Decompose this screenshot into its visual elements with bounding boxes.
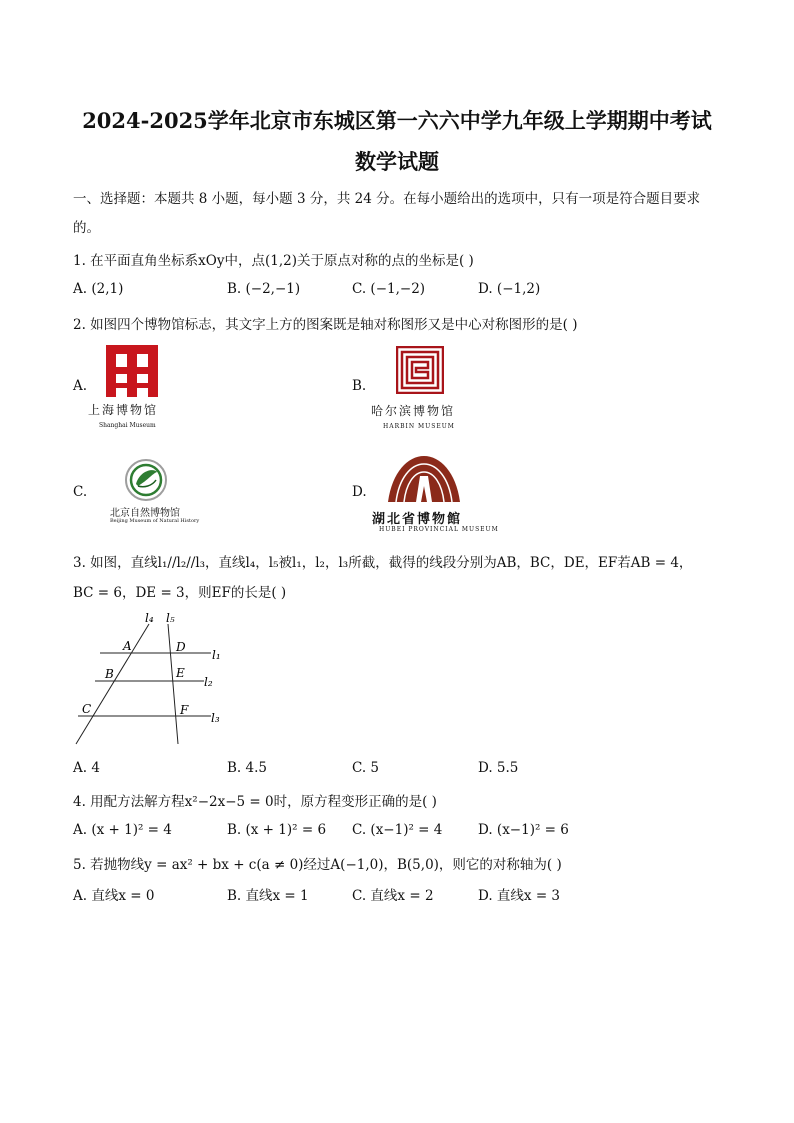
- harbin-museum-emblem-icon: [396, 346, 444, 394]
- question-4-option-a[interactable]: A. (x + 1)² = 4: [73, 822, 172, 838]
- label-l3: l₃: [211, 711, 220, 725]
- question-5-option-b[interactable]: B. 直线x = 1: [227, 888, 309, 904]
- hubei-museum-emblem-icon: [386, 452, 462, 504]
- shanghai-museum-logo: [106, 345, 158, 401]
- exam-subtitle: 数学试题: [355, 149, 439, 174]
- question-2-option-d-label[interactable]: D.: [352, 484, 367, 500]
- hubei-museum-name: 湖北省博物館: [372, 512, 463, 527]
- question-3-option-c[interactable]: C. 5: [352, 760, 380, 776]
- question-1-option-d[interactable]: D. (−1,2): [478, 281, 541, 297]
- point-e-label: E: [176, 666, 185, 680]
- question-2-option-b-label[interactable]: B.: [352, 378, 367, 394]
- hubei-museum-sub: HUBEI PROVINCIAL MUSEUM: [379, 526, 499, 533]
- question-2-option-c-label[interactable]: C.: [73, 484, 88, 500]
- label-l1: l₁: [212, 648, 221, 662]
- parallel-lines-figure: [70, 606, 240, 752]
- question-1-stem: 1. 在平面直角坐标系xOy中，点(1,2)关于原点对称的点的坐标是( ): [73, 253, 474, 269]
- question-1-option-a[interactable]: A. (2,1): [73, 281, 124, 297]
- question-5-option-c[interactable]: C. 直线x = 2: [352, 888, 434, 904]
- question-1-option-b[interactable]: B. (−2,−1): [227, 281, 301, 297]
- question-1-option-c[interactable]: C. (−1,−2): [352, 281, 426, 297]
- point-d-label: D: [176, 640, 186, 654]
- question-3-stem-line2: BC = 6，DE = 3，则EF的长是( ): [73, 585, 287, 601]
- question-3-option-b[interactable]: B. 4.5: [227, 760, 267, 776]
- shanghai-museum-sub: Shanghai Museum: [99, 422, 156, 429]
- question-5-stem: 5. 若抛物线y = ax² + bx + c(a ≠ 0)经过A(−1,0)，B(5,0)，则它的对称轴为( ): [73, 857, 562, 873]
- beijing-natural-history-museum-logo: [124, 458, 168, 506]
- question-4-option-d[interactable]: D. (x−1)² = 6: [478, 822, 569, 838]
- harbin-museum-logo: [396, 346, 444, 398]
- question-2-stem: 2. 如图四个博物馆标志，其文字上方的图案既是轴对称图形又是中心对称图形的是( ): [73, 317, 578, 333]
- question-3-option-a[interactable]: A. 4: [73, 760, 100, 776]
- question-5-option-d[interactable]: D. 直线x = 3: [478, 888, 561, 904]
- label-l4: l₄: [145, 611, 154, 625]
- line-l4: [76, 624, 149, 744]
- section-instructions-line1: 一、选择题：本题共 8 小题，每小题 3 分，共 24 分。在每小题给出的选项中，只有一项是符合题目要求: [73, 191, 701, 207]
- shanghai-museum-emblem-icon: [106, 345, 158, 397]
- question-2-option-a-label[interactable]: A.: [73, 378, 88, 394]
- question-3-option-d[interactable]: D. 5.5: [478, 760, 519, 776]
- label-l2: l₂: [204, 675, 213, 689]
- point-c-label: C: [82, 702, 92, 716]
- harbin-museum-sub: HARBIN MUSEUM: [383, 423, 455, 430]
- beijing-natural-history-museum-name: 北京自然博物馆: [110, 508, 180, 519]
- question-4-option-b[interactable]: B. (x + 1)² = 6: [227, 822, 327, 838]
- point-a-label: A: [123, 639, 132, 653]
- question-4-stem: 4. 用配方法解方程x²−2x−5 = 0时，原方程变形正确的是( ): [73, 794, 437, 810]
- shanghai-museum-name: 上海博物馆: [88, 403, 159, 417]
- question-4-option-c[interactable]: C. (x−1)² = 4: [352, 822, 443, 838]
- hubei-museum-logo: [386, 452, 462, 508]
- leaf-globe-icon: [124, 458, 168, 502]
- harbin-museum-name: 哈尔滨博物馆: [371, 404, 456, 418]
- point-b-label: B: [105, 667, 114, 681]
- question-3-stem-line1: 3. 如图，直线l₁//l₂//l₃，直线l₄，l₅被l₁，l₂，l₃所截，截得的线段分别为AB，BC，DE，EF若AB = 4，: [73, 555, 693, 571]
- label-l5: l₅: [166, 611, 175, 625]
- point-f-label: F: [180, 703, 189, 717]
- beijing-natural-history-museum-sub: Beijing Museum of Natural History: [110, 518, 200, 524]
- exam-title: 2024-2025学年北京市东城区第一六六中学九年级上学期期中考试: [82, 108, 712, 133]
- parallel-lines-diagram: [70, 606, 240, 748]
- question-5-option-a[interactable]: A. 直线x = 0: [73, 888, 155, 904]
- section-instructions-line2: 的。: [73, 220, 100, 236]
